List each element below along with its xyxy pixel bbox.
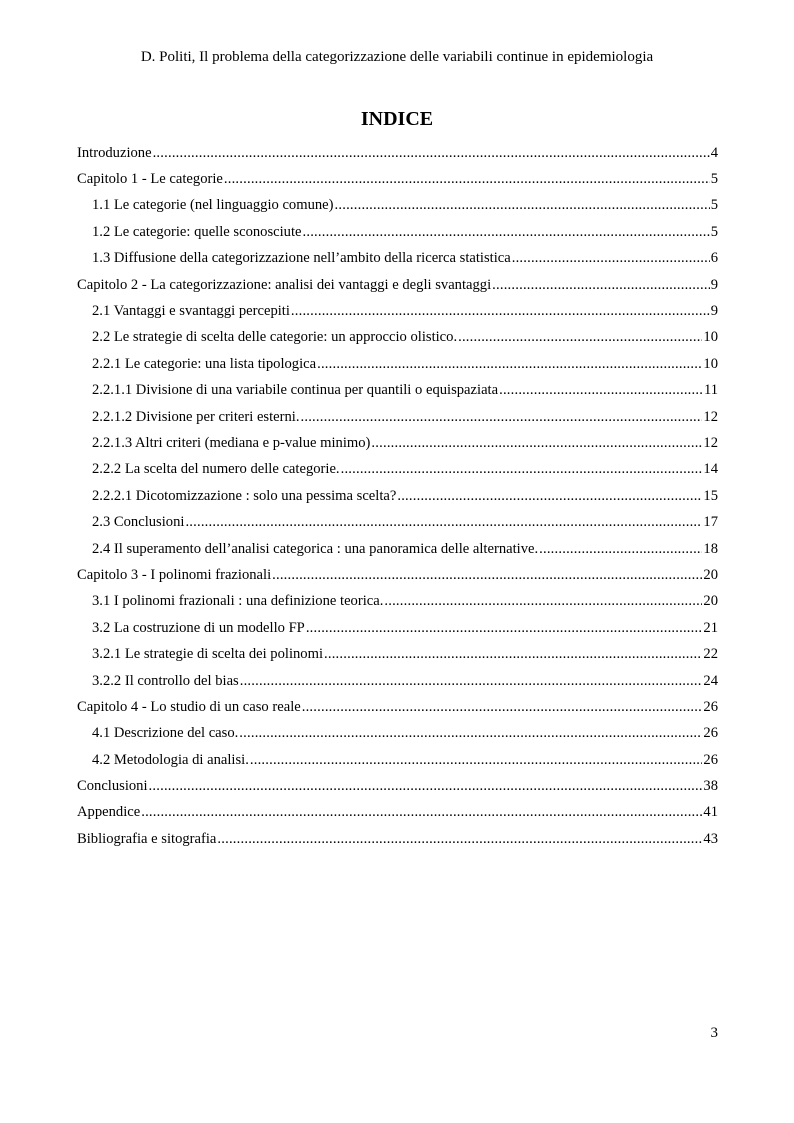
toc-entry-page: 5 xyxy=(710,223,718,240)
table-of-contents xyxy=(77,140,718,853)
toc-entry-title: Capitolo 1 - Le categorie xyxy=(77,171,223,188)
toc-dot-leader xyxy=(302,699,703,716)
toc-entry-page: 20 xyxy=(703,566,718,583)
toc-dot-leader xyxy=(397,488,702,505)
toc-entry[interactable] xyxy=(77,694,718,720)
toc-dot-leader xyxy=(458,329,702,346)
toc-entry[interactable] xyxy=(77,721,718,747)
toc-title: INDICE xyxy=(360,108,434,130)
toc-entry-title: 2.2.1.1 Divisione di una variabile continua per quantili o equispaziata xyxy=(92,382,499,399)
toc-entry-title: 3.2 La costruzione di un modello FP xyxy=(92,619,305,636)
toc-entry[interactable] xyxy=(77,166,718,192)
toc-entry-title: Bibliografia e sitografia xyxy=(77,830,217,847)
toc-dot-leader xyxy=(217,831,702,848)
toc-entry[interactable] xyxy=(77,430,718,456)
toc-dot-leader xyxy=(141,804,702,821)
toc-entry-page: 6 xyxy=(710,250,718,267)
toc-entry-title: 4.1 Descrizione del caso. xyxy=(92,725,239,742)
toc-entry-page: 24 xyxy=(703,672,718,689)
toc-entry-page: 43 xyxy=(703,830,718,847)
toc-entry[interactable] xyxy=(77,641,718,667)
toc-entry-title: 2.2.1.2 Divisione per criteri esterni. xyxy=(92,408,300,425)
toc-entry[interactable] xyxy=(77,140,718,166)
toc-entry-title: 2.3 Conclusioni xyxy=(92,514,185,531)
toc-dot-leader xyxy=(384,593,702,610)
toc-entry-page: 14 xyxy=(703,461,718,478)
toc-entry[interactable] xyxy=(77,325,718,351)
toc-dot-leader xyxy=(324,646,702,663)
running-header: D. Politi, Il problema della categorizzazione delle variabili continue in epidemiologia xyxy=(140,49,654,65)
toc-dot-leader xyxy=(512,250,710,267)
toc-entry-page: 21 xyxy=(703,619,718,636)
toc-entry-page: 22 xyxy=(703,646,718,663)
toc-entry-page: 26 xyxy=(703,698,718,715)
toc-entry-title: 2.2.2 La scelta del numero delle categorie. xyxy=(92,461,340,478)
toc-entry-title: 3.2.2 Il controllo del bias xyxy=(92,672,239,689)
toc-dot-leader xyxy=(306,620,703,637)
toc-entry[interactable] xyxy=(77,509,718,535)
toc-entry-page: 15 xyxy=(703,487,718,504)
toc-entry-title: 2.4 Il superamento dell’analisi categorica : una panoramica delle alternative. xyxy=(92,540,539,557)
toc-dot-leader xyxy=(301,409,703,426)
toc-entry[interactable] xyxy=(77,457,718,483)
toc-entry-page: 38 xyxy=(703,778,718,795)
toc-dot-leader xyxy=(153,145,710,162)
toc-entry-page: 5 xyxy=(710,197,718,214)
toc-dot-leader xyxy=(250,752,703,769)
toc-entry-title: 3.2.1 Le strategie di scelta dei polinomi xyxy=(92,646,324,663)
toc-entry[interactable] xyxy=(77,668,718,694)
toc-entry-page: 17 xyxy=(703,514,718,531)
toc-entry-title: 2.2.2.1 Dicotomizzazione : solo una pessima scelta? xyxy=(92,487,397,504)
toc-entry-page: 10 xyxy=(703,329,718,346)
toc-entry[interactable] xyxy=(77,536,718,562)
toc-entry-page: 12 xyxy=(703,434,718,451)
toc-entry[interactable] xyxy=(77,483,718,509)
toc-entry-title: 4.2 Metodologia di analisi. xyxy=(92,751,249,768)
toc-entry-title: 1.1 Le categorie (nel linguaggio comune) xyxy=(92,197,334,214)
toc-entry[interactable] xyxy=(77,826,718,852)
toc-entry[interactable] xyxy=(77,298,718,324)
toc-entry-page: 26 xyxy=(703,751,718,768)
toc-entry-title: 3.1 I polinomi frazionali : una definizione teorica. xyxy=(92,593,384,610)
toc-entry[interactable] xyxy=(77,378,718,404)
toc-dot-leader xyxy=(291,303,710,320)
toc-entry[interactable] xyxy=(77,404,718,430)
toc-entry-page: 9 xyxy=(710,303,718,320)
toc-entry[interactable] xyxy=(77,351,718,377)
toc-dot-leader xyxy=(239,725,702,742)
toc-dot-leader xyxy=(149,778,703,795)
toc-entry-page: 5 xyxy=(710,171,718,188)
toc-entry-page: 26 xyxy=(703,725,718,742)
toc-entry[interactable] xyxy=(77,589,718,615)
toc-dot-leader xyxy=(539,541,702,558)
toc-entry-page: 10 xyxy=(703,355,718,372)
toc-dot-leader xyxy=(317,356,702,373)
toc-entry-title: 2.2.1 Le categorie: una lista tipologica xyxy=(92,355,317,372)
toc-entry-page: 20 xyxy=(703,593,718,610)
toc-entry-page: 11 xyxy=(703,382,718,399)
toc-entry-title: Capitolo 3 - I polinomi frazionali xyxy=(77,566,272,583)
toc-entry[interactable] xyxy=(77,562,718,588)
toc-entry-title: Appendice xyxy=(77,804,141,821)
page-number: 3 xyxy=(710,1025,718,1041)
toc-entry-title: 1.2 Le categorie: quelle sconosciute xyxy=(92,223,302,240)
toc-dot-leader xyxy=(335,197,710,214)
toc-dot-leader xyxy=(303,224,710,241)
toc-entry[interactable] xyxy=(77,747,718,773)
toc-entry[interactable] xyxy=(77,219,718,245)
toc-entry[interactable] xyxy=(77,773,718,799)
toc-entry-page: 9 xyxy=(710,276,718,293)
toc-dot-leader xyxy=(240,673,703,690)
toc-dot-leader xyxy=(492,277,710,294)
toc-dot-leader xyxy=(341,461,703,478)
toc-dot-leader xyxy=(272,567,702,584)
toc-entry-title: Capitolo 2 - La categorizzazione: analisi dei vantaggi e degli svantaggi xyxy=(77,276,492,293)
toc-entry-page: 12 xyxy=(703,408,718,425)
toc-entry-title: 2.2 Le strategie di scelta delle categorie: un approccio olistico. xyxy=(92,329,458,346)
toc-dot-leader xyxy=(499,382,703,399)
toc-dot-leader xyxy=(224,171,710,188)
toc-entry[interactable] xyxy=(77,800,718,826)
toc-entry-page: 18 xyxy=(703,540,718,557)
toc-entry-title: 1.3 Diffusione della categorizzazione nell’ambito della ricerca statistica xyxy=(92,250,511,267)
toc-entry-title: 2.1 Vantaggi e svantaggi percepiti xyxy=(92,303,290,320)
toc-entry[interactable] xyxy=(77,193,718,219)
toc-entry[interactable] xyxy=(77,272,718,298)
toc-dot-leader xyxy=(371,435,702,452)
toc-entry[interactable] xyxy=(77,615,718,641)
toc-dot-leader xyxy=(185,514,702,531)
toc-entry-title: Conclusioni xyxy=(77,778,148,795)
toc-entry-title: Capitolo 4 - Lo studio di un caso reale xyxy=(77,698,301,715)
toc-entry-page: 41 xyxy=(703,804,718,821)
toc-entry[interactable] xyxy=(77,246,718,272)
toc-entry-title: Introduzione xyxy=(77,144,152,161)
toc-entry-page: 4 xyxy=(710,144,718,161)
toc-entry-title: 2.2.1.3 Altri criteri (mediana e p-value minimo) xyxy=(92,434,371,451)
